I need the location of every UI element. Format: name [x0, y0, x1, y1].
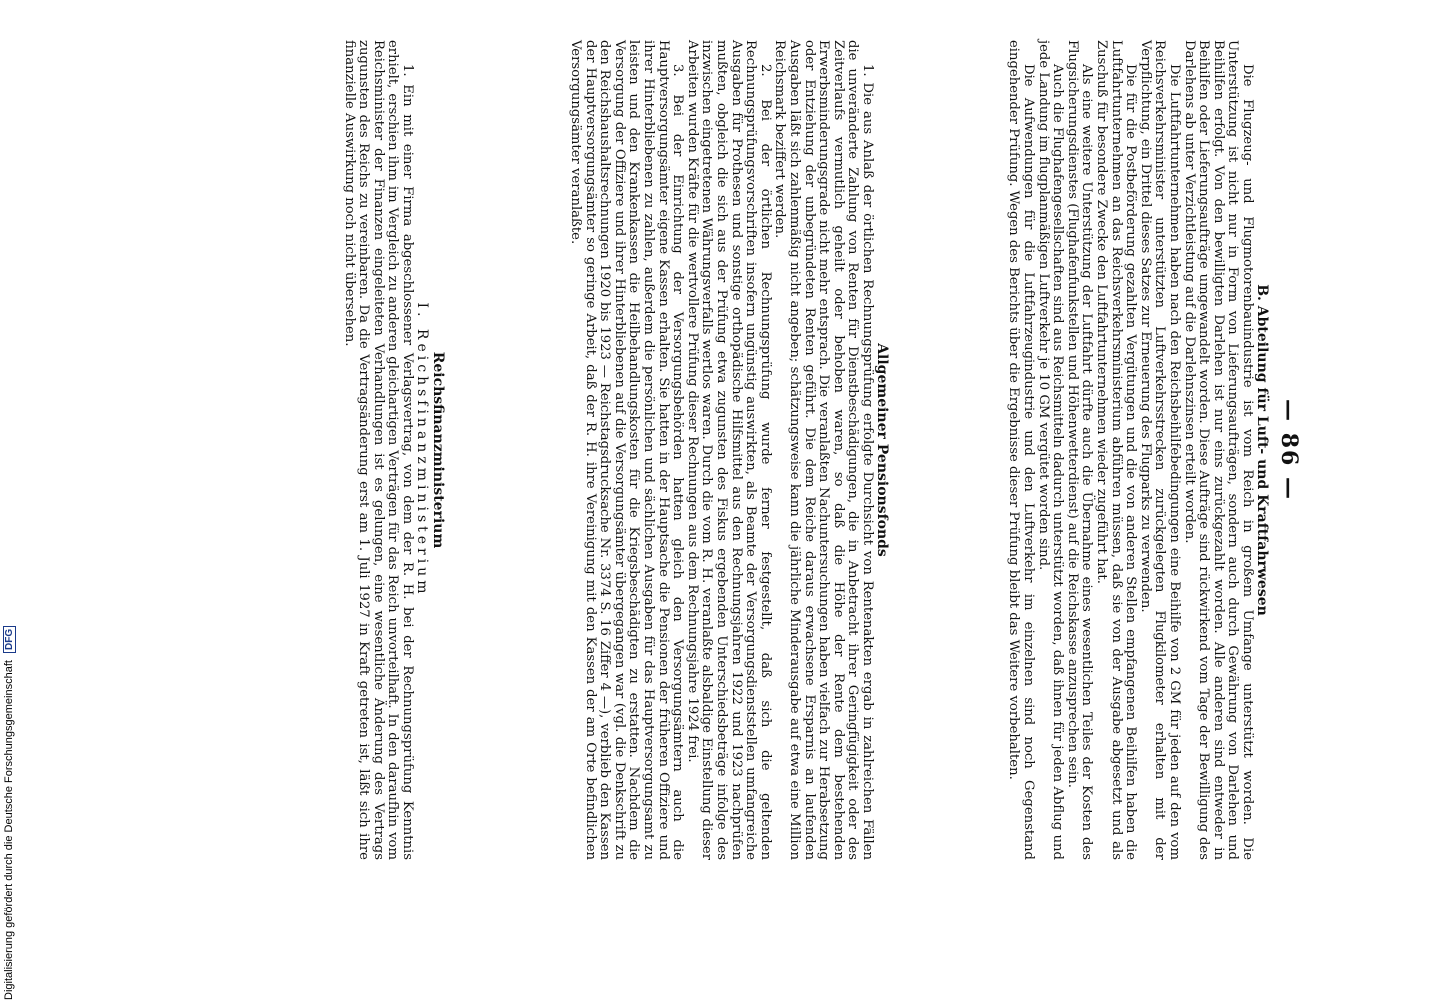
section-subheading-finance: I. Reichsfinanzministerium	[414, 302, 430, 598]
section-reichsfinanzministerium	[341, 40, 446, 860]
document-page	[102, 40, 1302, 860]
section-heading-luft: B. Abteilung für Luft- und Kraftfahrwesen	[1254, 284, 1270, 616]
section-heading-finance: Reichsfinanzministerium	[430, 351, 446, 549]
credit-text: Digitalisierung gefördert durch die Deutsche Forschungsgemeinschaft	[3, 660, 15, 1000]
paragraph: Als eine weitere Unterstützung der Luftfahrt dürfte auch die Übernahme eines wesentlichen Teiles der Kosten des Flugsicherungsdienstes (Flughafenfunkstellen und Höhenwetterdienst) auf die Reichskasse anzusprechen sein.	[1064, 40, 1095, 860]
paragraph: 1. Die aus Anlaß der örtlichen Rechnungsprüfung erfolgte Durchsicht von Rentenakten ergab in zahlreichen Fällen die unveränderte Zahlung von Renten für Dienstbeschädigungen, die in Anbetracht ihrer Geringfügigkeit oder des Zeitverlaufs vermutlich geheilt oder behoben waren, so daß die Höhe der Rente dem bestehenden Erwerbsminderungsgrade nicht mehr entsprach. Die veranlaßten Nachuntersuchungen haben vielfach zur Herabsetzung oder Entziehung der unbegründeten Renten geführt. Die dem Reiche daraus erwachsene Ersparnis an laufenden Ausgaben läßt sich zahlenmäßig nicht angeben; schätzungsweise kann die jährliche Minderausgabe auf etwa eine Million Reichsmark beziffert werden.	[772, 40, 875, 860]
paragraph: Die Luftfahrtunternehmen haben nach den Reichsbeihilfebedingungen eine Beihilfe von 2 GM für jeden auf den vom Reichsverkehrsminister unterstützten Luftverkehrsstrecken zurückgelegten Flugkilometer erhalten mit der Verpflichtung, ein Drittel dieses Satzes zur Erneuerung des Flugparks zu verwenden.	[1137, 40, 1183, 860]
page-number: — 86 —	[1276, 399, 1302, 501]
paragraph: 2. Bei der örtlichen Rechnungsprüfung wurde ferner festgestellt, daß sich die geltenden Rechnungsprüfungsvorschriften insofern ungünstig auswirkten, als Beamte der Versorgungsdienststellen umfangreiche Ausgaben für Prothesen und sonstige orthopädische Hilfsmittel aus den Rechnungsjahren 1922 und 1923 nachprüfen mußten, obgleich die sich aus der Prüfung etwa zugunsten des Fiskus ergebenden Unterschiedsbeträge infolge des inzwischen eingetretenen Währungsverfalls wertlos waren. Durch die vom R. H. veranlaßte alsbaldige Einstellung dieser Arbeiten wurden Kräfte für die wertvollere Prüfung dieser Rechnungen aus dem Rechnungsjahre 1924 frei.	[684, 40, 773, 860]
paragraph: Die Aufwendungen für die Luftfahrzeugindustrie und den Luftverkehr im einzelnen sind noch Gegenstand eingehender Prüfung. Wegen des Berichts über die Ergebnisse dieser Prüfung bleibt das Weitere vorbehalten.	[1006, 40, 1037, 860]
section-heading-pension: Allgemeiner Pensionsfonds	[874, 343, 890, 557]
paragraph: 3. Bei der Einrichtung der Versorgungsbehörden hatten gleich den Versorgungsämtern auch die Hauptversorgungsämter eigene Kassen erhalten. Sie hatten in der Hauptsache die Pensionen der früheren Offiziere und ihrer Hinterbliebenen zu zahlen, außerdem die persönlichen und sächlichen Ausgaben für das Hauptversorgungsamt zu leisten und den Krankenkassen die Heilbehandlungskosten für die Kriegsbeschädigten zu erstatten. Nachdem die Versorgung der Offiziere und ihrer Hinterbliebenen auf die Versorgungsämter übergegangen war (vgl. die Denkschrift zu den Reichshaushaltsrechnungen 1920 bis 1923 — Reichstagsdrucksache Nr. 3374 S. 16 Ziffer 4 —), verblieb den Kassen der Hauptversorgungsämter so geringe Arbeit, daß der R. H. ihre Vereinigung mit den Kassen der am Orte befindlichen Versorgungsämter veranlaßte.	[568, 40, 686, 860]
paragraph: Die Flugzeug- und Flugmotorenbauindustrie ist vom Reich in großem Umfange unterstützt worden. Die Unterstützung ist nicht nur in Form von Lieferungsaufträgen, sondern auch durch Gewährung von Darlehen und Beihilfen erfolgt. Von den bewilligten Darlehen ist nur eins zurückgezahlt worden. Alle anderen sind entweder in Beihilfen oder Lieferungsaufträge umgewandelt worden. Diese Aufträge sind rückwirkend vom Tage der Bewilligung des Darlehens ab unter Verzichtleistung auf die Darlehnszinsen erteilt worden.	[1181, 40, 1255, 860]
dfg-logo: DFG	[3, 626, 16, 653]
paragraph: 1. Ein mit einer Firma abgeschlossener Verlagsvertrag, von dem der R. H. bei der Rechnungsprüfung Kenntnis erhielt, erschien ihm im Vergleich zu anderen gleichartigen Verträgen für das Reich unvorteilhaft. In den daraufhin vom Reichsminister der Finanzen eingeleiteten Verhandlungen ist es gelungen, eine wesentliche Änderung des Vertrags zugunsten des Reichs zu vereinbaren. Da die Vertragsänderung erst am 1. Juli 1927 in Kraft getreten ist, läßt sich ihre finanzielle Auswirkung noch nicht übersehen.	[341, 40, 415, 860]
section-luft-kraftfahrwesen	[1006, 40, 1270, 860]
section-pensionsfonds	[568, 40, 890, 860]
paragraph: Die für die Postbeförderung gezahlten Vergütungen und die von anderen Stellen empfangenen Beihilfen haben die Luftfahrtunternehmen an das Reichsverkehrsministerium abführen müssen, daß sie von der Ausgabe abgesetzt und als Zuschuß für besondere Zwecke den Luftfahrtunternehmen wieder zugeführt hat.	[1094, 40, 1139, 860]
paragraph: Auch die Flughafengesellschaften sind aus Reichsmitteln dadurch unterstützt worden, daß ihnen für jeden Abflug und jede Landung im flugplanmäßigen Luftverkehr je 10 GM vergütet worden sind.	[1035, 40, 1066, 860]
digitization-credit	[3, 0, 17, 1000]
